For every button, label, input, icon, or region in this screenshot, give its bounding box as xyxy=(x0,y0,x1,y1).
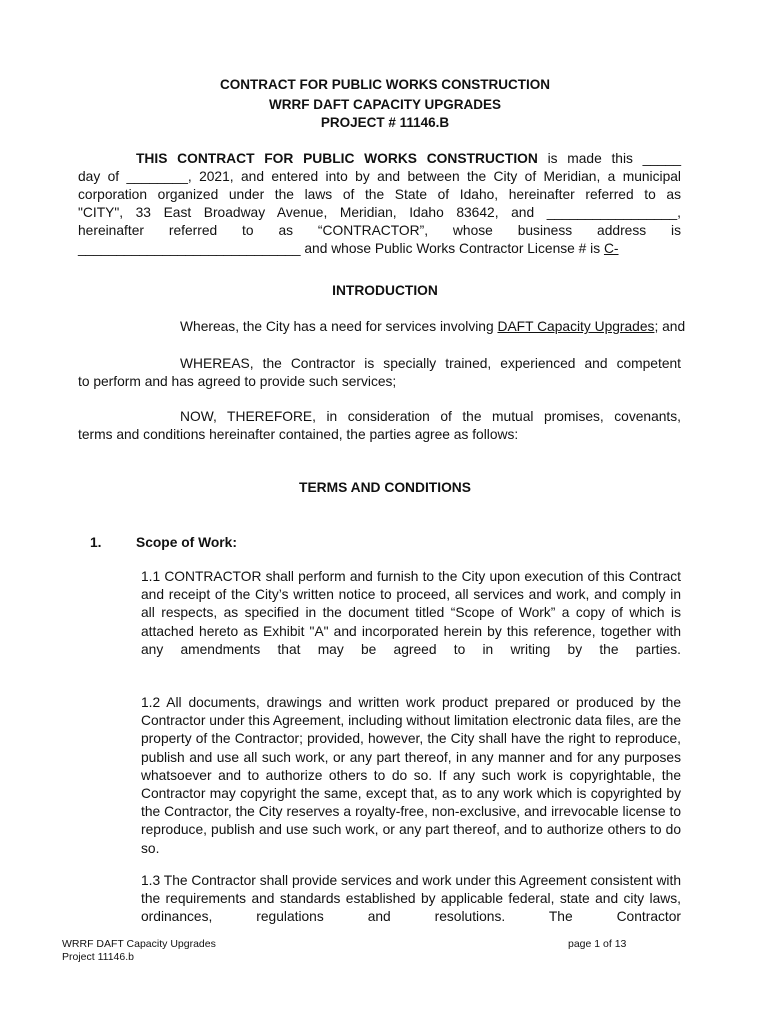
whereas-services-end: ; and xyxy=(654,319,686,334)
now-therefore-line-1: NOW, THEREFORE, in consideration of the mutual promises, covenants, xyxy=(180,409,681,424)
whereas-services-text: Whereas, the City has a need for services involving xyxy=(180,319,498,334)
clause-1-3: 1.3 The Contractor shall provide services and work under this Agreement consistent with the requirements and standards established by applicable federal, state and city laws, ordinances, regulations and resolutions. The Contractor xyxy=(141,873,681,925)
terms-heading: TERMS AND CONDITIONS xyxy=(299,480,471,495)
clause-1-2: 1.2 All documents, drawings and written work product prepared or produced by the Contractor under this Agreement, including without limitation electronic data files, are the property of the Contractor; provided, however, the City shall have the right to reproduce, publish and use all such work, or any part thereof, in any manner and for any purposes whatsoever and to authorize others to do so. If any such work is copyrightable, the Contractor may copyright the same, except that, as to any work which is copyrighted by the Contractor, the City reserves a royalty-free, non-exclusive, and irrevocable license to reproduce, publish and use such work, or any part thereof, and to authorize others to do so. xyxy=(141,695,681,856)
preamble-lead-bold: THIS CONTRACT FOR PUBLIC WORKS CONSTRUCTION xyxy=(136,151,538,166)
license-number: C- xyxy=(603,241,619,256)
contract-title: CONTRACT FOR PUBLIC WORKS CONSTRUCTION xyxy=(220,77,550,92)
footer-left xyxy=(62,938,216,964)
preamble-line-3: corporation organized under the laws of the State of Idaho, hereinafter referred to as xyxy=(78,187,681,202)
section-number: 1. xyxy=(90,535,102,550)
preamble-line-2: day of ________, 2021, and entered into by and between the City of Meridian, a municipal xyxy=(78,169,681,184)
whereas-contractor-line-2: to perform and has agreed to provide such services; xyxy=(78,374,397,389)
footer-project-number: Project 11146.b xyxy=(62,951,134,963)
preamble-line-6 xyxy=(78,240,681,258)
preamble-line-1 xyxy=(136,150,681,168)
whereas-contractor-line-1: WHEREAS, the Contractor is specially trained, experienced and competent xyxy=(180,356,681,371)
preamble-line-4: "CITY", 33 East Broadway Avenue, Meridian, Idaho 83642, and _________________, xyxy=(78,205,681,220)
license-text: and whose Public Works Contractor License # is xyxy=(300,241,604,256)
page-number: page 1 of 13 xyxy=(568,938,627,950)
preamble-lead-rest: is made this _____ xyxy=(537,151,681,166)
section-title: Scope of Work: xyxy=(136,535,237,550)
now-therefore-line-2: terms and conditions hereinafter contained, the parties agree as follows: xyxy=(78,427,519,442)
clause-1-1: 1.1 CONTRACTOR shall perform and furnish to the City upon execution of this Contract and receipt of the City’s written notice to proceed, all services and work, and comply in all respects, as specified in the document titled “Scope of Work” a copy of which is attached hereto as Exhibit "A" and incorporated herein by this reference, together with any amendments that may be agreed to in writing by the parties. xyxy=(141,569,681,657)
whereas-services xyxy=(180,318,740,336)
introduction-heading: INTRODUCTION xyxy=(332,283,438,298)
project-number: PROJECT # 11146.B xyxy=(320,115,450,130)
daft-capacity-upgrades-link: DAFT Capacity Upgrades xyxy=(497,319,655,334)
address-blank: _____________________________ xyxy=(78,241,301,256)
project-name: WRRF DAFT CAPACITY UPGRADES xyxy=(269,97,501,112)
preamble-line-5: hereinafter referred to as “CONTRACTOR”, whose business address is xyxy=(78,223,681,238)
footer-project-name: WRRF DAFT Capacity Upgrades xyxy=(62,938,216,950)
